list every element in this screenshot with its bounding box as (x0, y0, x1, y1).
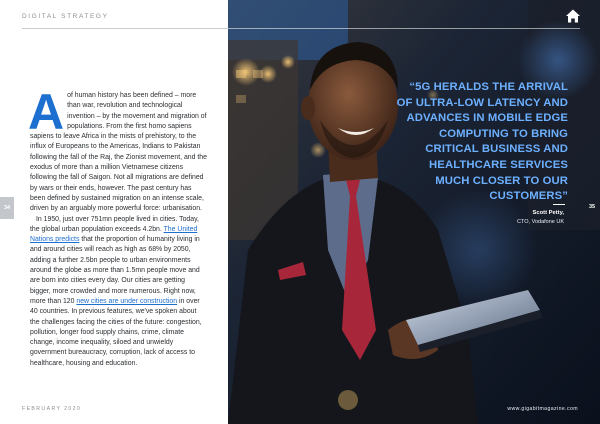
new-cities-link[interactable]: new cities are under construction (76, 297, 178, 305)
paragraph-1-text: of human history has been defined – more than war, revolution and technological invention – by the movement and migration of populations. From the first homo sapiens sapiens to leave Africa in the mists of prehistory, to the influx of Europeans to the Americas, Indians to Pakistan following the fall of the Raj, the Zionist movement, and the exodus of more than a million Vietnamese citizens following the fall of Saigon. Not all migrations are defined by wars or their ends, however. The past century has been defined by sustained migration on an intense scale, driven by an arguably more powerful force: urbanisation. (30, 92, 207, 213)
footer-date: FEBRUARY 2020 (22, 406, 82, 412)
paragraph-1 (28, 84, 207, 215)
attribution-name: Scott Petty, (532, 210, 564, 216)
footer-website[interactable]: www.gigabitmagazine.com (507, 406, 578, 412)
paragraph-2-text-a: In 1950, just over 751mn people lived in cities. Today, the global urban population exceeds 4.2bn. (30, 215, 199, 233)
paragraph-2-text-c: in over 40 countries. In previous features, we've spoken about the challenges facing the cities of the future: congestion, pollution, longer food supply chains, crime, climate change, income inequality, siloed and unwieldy government bureaucracy, corruption, lack of access to healthcare, housing and education. (30, 297, 202, 367)
paragraph-2-text-b: that the proportion of humanity living in and around cities will reach as high as 68% by 2050, adding a further 2.5bn people to urban environments around the globe as more than 1.5mn people move and are born into cities every day. Our cities are getting bigger, more crowded and more numerous. Right now, more than 120 (30, 236, 200, 305)
header-rule-right (228, 28, 580, 29)
dropcap: A (28, 84, 65, 140)
page-number-right: 35 (588, 204, 596, 210)
section-label: DIGITAL STRATEGY (22, 13, 109, 20)
header-rule (22, 28, 228, 29)
attribution-dash (553, 204, 565, 205)
pull-quote: “5G HERALDS THE ARRIVAL OF ULTRA-LOW LATENCY AND ADVANCES IN MOBILE EDGE COMPUTING TO BRING CRITICAL BUSINESS AND HEALTHCARE SERVICES MUCH CLOSER TO OUR CUSTOMERS” (396, 81, 568, 203)
page-number-left: 34 (0, 197, 14, 219)
attribution-title: CTO, Vodafone UK (517, 219, 564, 225)
paragraph-2 (30, 215, 207, 369)
home-icon[interactable] (565, 8, 581, 24)
right-page (228, 0, 600, 424)
left-page (0, 0, 228, 424)
un-predicts-link[interactable]: The United Nations predicts (30, 225, 198, 244)
article-body (28, 84, 207, 369)
